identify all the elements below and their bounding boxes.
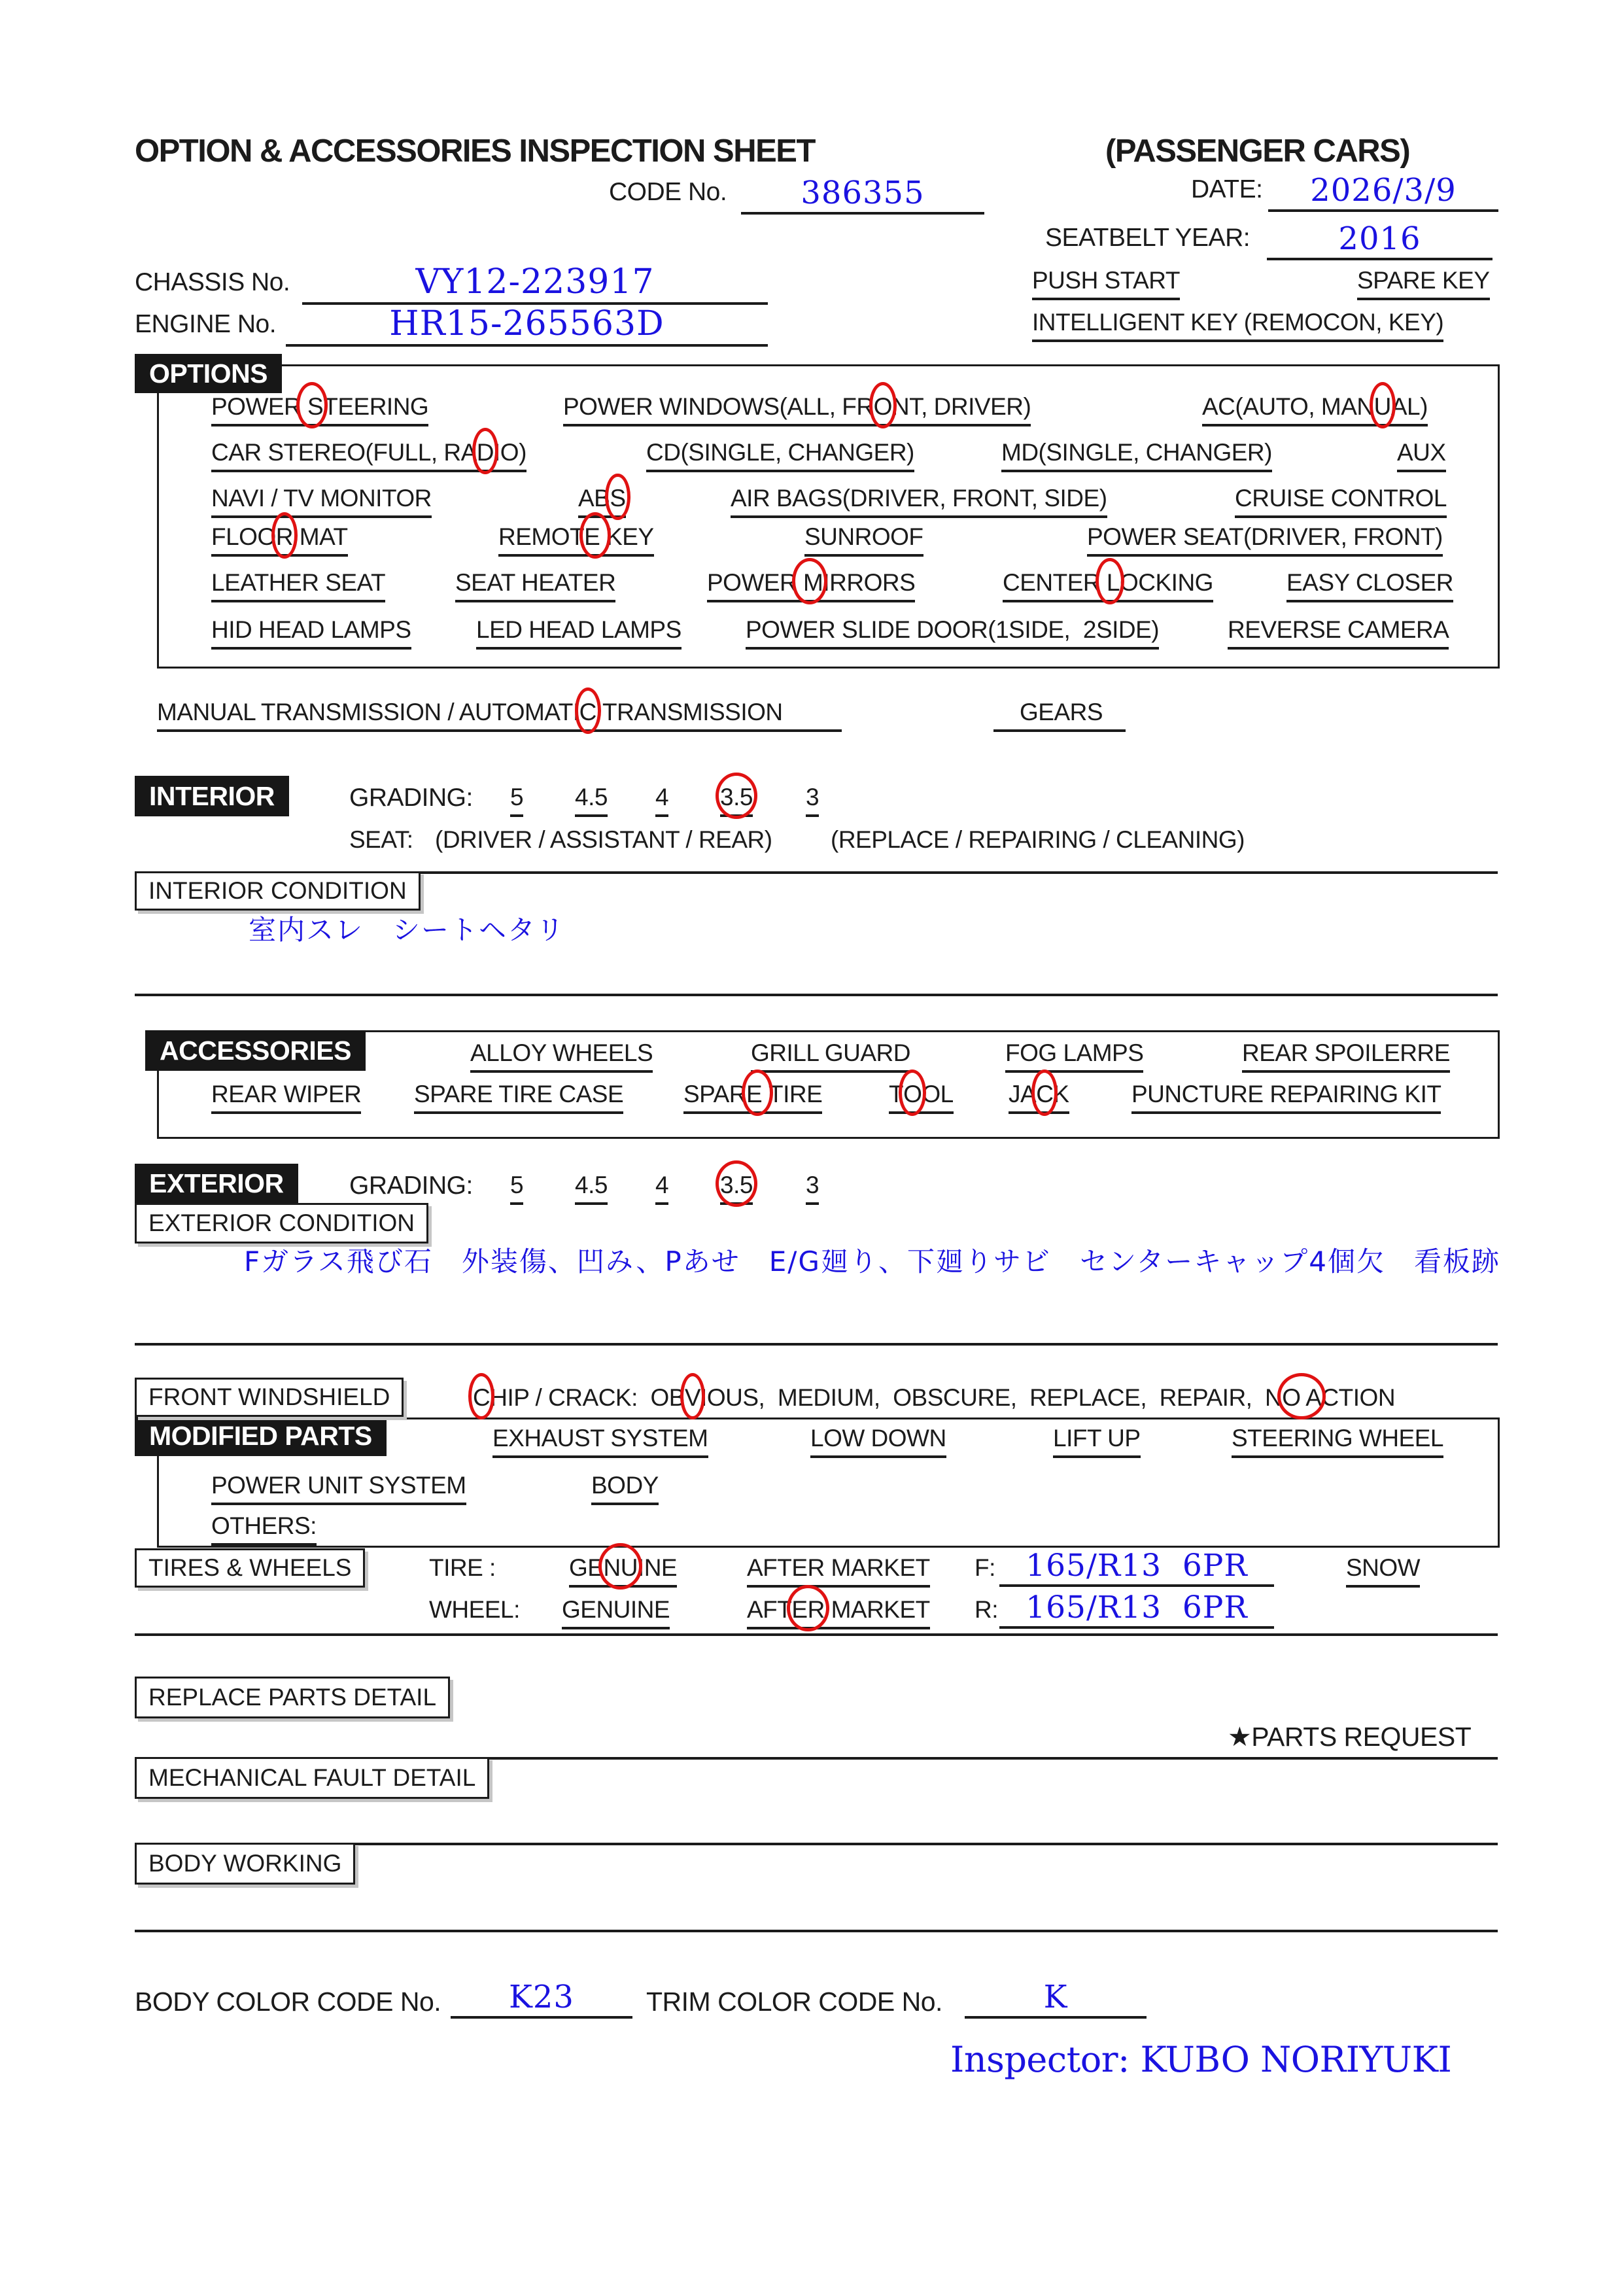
intelligent-key-item: INTELLIGENT KEY (REMOCON, KEY): [1032, 309, 1443, 342]
tire-front-field: [999, 1542, 1274, 1587]
option-power-seat: POWER SEAT(DRIVER, FRONT): [1087, 523, 1443, 557]
parts-request-label: ★PARTS REQUEST: [1228, 1722, 1472, 1752]
separator-line-4: [135, 1930, 1498, 1932]
separator-line-1: [135, 994, 1498, 996]
red-circle-mark: O: [873, 393, 892, 420]
red-circle-mark: C: [579, 699, 596, 725]
body-color-code-value: K23: [509, 1979, 574, 2015]
trim-color-code-field: [965, 1973, 1147, 2019]
transmission-item: MANUAL TRANSMISSION / AUTOMATIC TRANSMISSION: [157, 699, 842, 732]
red-circle-mark: 3.5: [720, 1172, 753, 1198]
exterior-grading-label: GRADING:: [349, 1172, 473, 1200]
exterior-badge: EXTERIOR: [135, 1164, 298, 1203]
option-air-bags: AIR BAGS(DRIVER, FRONT, SIDE): [731, 485, 1107, 518]
exterior-grade-3: 3: [806, 1172, 819, 1205]
accessory-rear-spoiler: REAR SPOILERRE: [1242, 1039, 1450, 1073]
seatbelt-year-field: [1267, 215, 1493, 260]
option-seat-heater: SEAT HEATER: [455, 569, 615, 602]
engine-field: [286, 298, 768, 347]
trim-color-code-value: K: [1043, 1979, 1068, 2015]
exterior-grade-4: 4: [655, 1172, 668, 1205]
interior-condition-label: INTERIOR CONDITION: [135, 871, 421, 911]
modified-power-unit-system: POWER UNIT SYSTEM: [211, 1472, 466, 1505]
interior-grading-label: GRADING:: [349, 784, 473, 812]
wheel-label: WHEEL:: [429, 1596, 520, 1623]
option-led-head-lamps: LED HEAD LAMPS: [476, 616, 682, 650]
options-badge: OPTIONS: [135, 354, 282, 393]
red-circle-mark: C: [473, 1384, 491, 1411]
body-color-code-label: BODY COLOR CODE No.: [135, 1987, 441, 2017]
interior-grade-5: 5: [510, 784, 523, 817]
interior-grade-3-5: [720, 784, 753, 817]
spare-key-item: SPARE KEY: [1357, 267, 1490, 300]
option-easy-closer: EASY CLOSER: [1286, 569, 1453, 602]
windshield-chip-crack-item: CHIP / CRACK: OBVIOUS, MEDIUM, OBSCURE, REPLACE, REPAIR, NO ACTION: [473, 1384, 1396, 1411]
wheel-rear-field: [999, 1584, 1274, 1629]
accessory-rear-wiper: REAR WIPER: [211, 1081, 361, 1114]
body-working-label: BODY WORKING: [135, 1843, 355, 1885]
seatbelt-year-value: 2016: [1338, 220, 1421, 257]
page-title-right: (PASSENGER CARS): [1105, 133, 1410, 169]
separator-line-2: [135, 1343, 1498, 1346]
exterior-grade-4-5: 4.5: [575, 1172, 608, 1205]
option-ac: AC(AUTO, MANUAL): [1202, 393, 1428, 426]
modified-exhaust-system: EXHAUST SYSTEM: [492, 1425, 708, 1458]
option-hid-head-lamps: HID HEAD LAMPS: [211, 616, 411, 650]
option-power-slide-door: POWER SLIDE DOOR(1SIDE, 2SIDE): [746, 616, 1159, 650]
inspector-signature: Inspector: KUBO NORIYUKI: [950, 2039, 1452, 2080]
red-circle-mark: E: [584, 523, 607, 550]
interior-badge: INTERIOR: [135, 776, 289, 816]
front-windshield-label: FRONT WINDSHIELD: [135, 1378, 404, 1417]
accessories-badge: ACCESSORIES: [145, 1030, 366, 1071]
red-circle-mark: M: [797, 569, 823, 596]
red-circle-mark: S: [610, 485, 626, 512]
seat-label: SEAT:: [349, 826, 413, 853]
option-aux: AUX: [1397, 439, 1446, 472]
mechanical-fault-detail-label: MECHANICAL FAULT DETAIL: [135, 1757, 489, 1799]
option-reverse-camera: REVERSE CAMERA: [1228, 616, 1449, 650]
tire-after-market-item: AFTER MARKET: [747, 1554, 930, 1588]
option-cd: CD(SINGLE, CHANGER): [646, 439, 914, 472]
modified-low-down: LOW DOWN: [810, 1425, 946, 1458]
date-value: 2026/3/9: [1310, 172, 1457, 209]
seat-options: (DRIVER / ASSISTANT / REAR): [435, 826, 772, 853]
option-abs: ABS: [578, 485, 626, 518]
option-remote-key: REMOTE KEY: [498, 523, 654, 557]
modified-others: OTHERS:: [211, 1512, 317, 1546]
red-circle-mark: E: [746, 1081, 768, 1107]
red-circle-mark: 3.5: [720, 784, 753, 810]
chassis-label: CHASSIS No.: [135, 268, 290, 296]
wheel-genuine-item: GENUINE: [562, 1596, 670, 1629]
option-center-locking: CENTER LOCKING: [1003, 569, 1213, 602]
red-circle-mark: S: [301, 393, 324, 420]
red-circle-mark: U: [1373, 393, 1391, 420]
interior-condition-note: 室内スレ シートヘタリ: [249, 914, 566, 946]
option-leather-seat: LEATHER SEAT: [211, 569, 385, 602]
seatbelt-year-label: SEATBELT YEAR:: [1045, 224, 1251, 252]
red-circle-mark: O: [903, 1081, 922, 1107]
accessory-alloy-wheels: ALLOY WHEELS: [470, 1039, 653, 1073]
red-circle-mark: V: [684, 1384, 701, 1411]
accessory-jack: JACK: [1009, 1081, 1069, 1114]
option-power-mirrors: POWER MIRRORS: [707, 569, 915, 602]
tire-front-value: 165/R13 6PR: [1026, 1548, 1248, 1584]
push-start-item: PUSH START: [1032, 267, 1180, 300]
accessory-grill-guard: GRILL GUARD: [751, 1039, 910, 1073]
exterior-condition-label: EXTERIOR CONDITION: [135, 1203, 428, 1244]
option-floor-mat: FLOOR MAT: [211, 523, 348, 557]
option-power-steering: POWER STEERING: [211, 393, 428, 426]
exterior-grade-3-5: [720, 1172, 753, 1205]
modified-lift-up: LIFT UP: [1053, 1425, 1141, 1458]
engine-value: HR15-265563D: [389, 304, 664, 343]
tire-snow-item: SNOW: [1346, 1554, 1420, 1588]
modified-body: BODY: [591, 1472, 659, 1505]
wheel-rear-label: R:: [975, 1596, 998, 1623]
tire-label: TIRE :: [429, 1554, 496, 1581]
seat-actions: (REPLACE / REPAIRING / CLEANING): [831, 826, 1245, 853]
red-circle-mark: ER: [791, 1596, 825, 1623]
interior-grade-4: 4: [655, 784, 668, 817]
accessory-tool: TOOL: [889, 1081, 954, 1114]
option-md: MD(SINGLE, CHANGER): [1001, 439, 1272, 472]
code-value: 386355: [801, 175, 925, 211]
body-color-code-field: [451, 1973, 632, 2019]
replace-parts-detail-label: REPLACE PARTS DETAIL: [135, 1677, 450, 1718]
date-label: DATE:: [1191, 175, 1263, 203]
interior-grade-3: 3: [806, 784, 819, 817]
code-field: [741, 169, 984, 215]
option-car-stereo: CAR STEREO(FULL, RADIO): [211, 439, 526, 472]
code-label: CODE No.: [609, 178, 727, 206]
wheel-rear-value: 165/R13 6PR: [1026, 1590, 1248, 1626]
accessory-fog-lamps: FOG LAMPS: [1005, 1039, 1143, 1073]
accessory-puncture-kit: PUNCTURE REPAIRING KIT: [1131, 1081, 1441, 1114]
wheel-after-market-item: AFTER MARKET: [747, 1596, 930, 1629]
modified-steering-wheel: STEERING WHEEL: [1232, 1425, 1443, 1458]
modified-parts-badge: MODIFIED PARTS: [135, 1416, 387, 1456]
chassis-field: [302, 256, 768, 305]
red-circle-mark: R: [275, 523, 293, 550]
option-cruise-control: CRUISE CONTROL: [1235, 485, 1447, 518]
accessory-spare-tire-case: SPARE TIRE CASE: [414, 1081, 623, 1114]
accessory-spare-tire: SPARE TIRE: [683, 1081, 822, 1114]
date-field: [1268, 166, 1498, 212]
exterior-condition-note: Fガラス飛び石 外装傷、凹み、Pあせ E/G廻り、下廻りサビ センターキャップ4個欠 看板跡: [244, 1245, 1501, 1278]
separator-line-3: [135, 1633, 1498, 1636]
tire-front-label: F:: [975, 1554, 995, 1581]
interior-grade-4-5: 4.5: [575, 784, 608, 817]
red-circle-mark: NU: [603, 1554, 638, 1581]
tires-wheels-label: TIRES & WHEELS: [135, 1548, 365, 1588]
gears-label: GEARS: [993, 699, 1126, 732]
option-sunroof: SUNROOF: [804, 523, 923, 557]
option-power-windows: POWER WINDOWS(ALL, FRONT, DRIVER): [563, 393, 1031, 426]
chassis-value: VY12-223917: [415, 262, 655, 302]
page-title: OPTION & ACCESSORIES INSPECTION SHEET: [135, 133, 815, 169]
red-circle-mark: L: [1100, 569, 1120, 596]
option-navi-tv-monitor: NAVI / TV MONITOR: [211, 485, 432, 518]
trim-color-code-label: TRIM COLOR CODE No.: [646, 1987, 942, 2017]
red-circle-mark: O A: [1282, 1384, 1322, 1411]
red-circle-mark: D: [476, 439, 494, 466]
exterior-grade-5: 5: [510, 1172, 523, 1205]
engine-label: ENGINE No.: [135, 310, 277, 338]
tire-genuine-item: GENUINE: [569, 1554, 677, 1588]
red-circle-mark: C: [1036, 1081, 1054, 1107]
